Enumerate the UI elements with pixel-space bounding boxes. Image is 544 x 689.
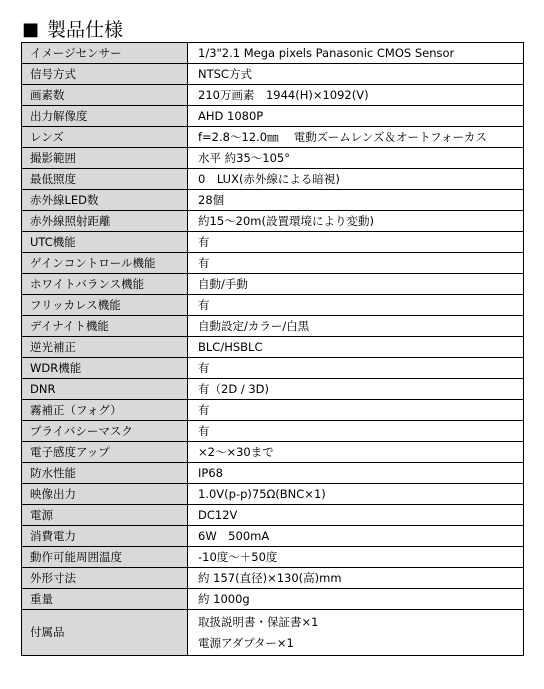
table-row xyxy=(22,358,524,379)
spec-value: 約15～20m(設置環境により変動) xyxy=(188,211,524,232)
spec-key: 動作可能周囲温度 xyxy=(22,547,188,568)
table-row xyxy=(22,253,524,274)
table-row xyxy=(22,211,524,232)
spec-value: 有 xyxy=(188,232,524,253)
spec-key: デイナイト機能 xyxy=(22,316,188,337)
accessory-line: 取扱説明書・保証書×1 xyxy=(198,614,319,629)
spec-value: BLC/HSBLC xyxy=(188,337,524,358)
spec-key: 付属品 xyxy=(22,610,188,656)
spec-key: UTC機能 xyxy=(22,232,188,253)
table-row xyxy=(22,463,524,484)
spec-key: 赤外線LED数 xyxy=(22,190,188,211)
table-row xyxy=(22,127,524,148)
spec-value: 自動設定/カラー/白黒 xyxy=(188,316,524,337)
spec-value: NTSC方式 xyxy=(188,64,524,85)
spec-table-body xyxy=(22,43,524,656)
table-row xyxy=(22,274,524,295)
table-row xyxy=(22,64,524,85)
spec-key: フリッカレス機能 xyxy=(22,295,188,316)
spec-value: 有 xyxy=(188,421,524,442)
spec-value: 有 xyxy=(188,358,524,379)
table-row xyxy=(22,85,524,106)
table-row xyxy=(22,148,524,169)
spec-value: 自動/手動 xyxy=(188,274,524,295)
spec-key: 赤外線照射距離 xyxy=(22,211,188,232)
table-row xyxy=(22,547,524,568)
table-row xyxy=(22,589,524,610)
spec-value: f=2.8～12.0㎜ 電動ズームレンズ＆オートフォーカス xyxy=(188,127,524,148)
spec-value: 有 xyxy=(188,253,524,274)
spec-value: 水平 約35～105° xyxy=(188,148,524,169)
spec-value: 有 xyxy=(188,400,524,421)
table-row xyxy=(22,232,524,253)
table-row xyxy=(22,295,524,316)
spec-key: 電子感度アップ xyxy=(22,442,188,463)
spec-key: 逆光補正 xyxy=(22,337,188,358)
spec-key: イメージセンサー xyxy=(22,43,188,64)
title-text: 製品仕様 xyxy=(47,19,124,41)
spec-value: AHD 1080P xyxy=(188,106,524,127)
spec-key: 画素数 xyxy=(22,85,188,106)
spec-key: 信号方式 xyxy=(22,64,188,85)
table-row xyxy=(22,421,524,442)
spec-key: 電源 xyxy=(22,505,188,526)
spec-value-accessories xyxy=(188,610,524,656)
spec-key: ゲインコントロール機能 xyxy=(22,253,188,274)
table-row xyxy=(22,43,524,64)
spec-key: WDR機能 xyxy=(22,358,188,379)
table-row xyxy=(22,526,524,547)
table-row xyxy=(22,379,524,400)
spec-key: 映像出力 xyxy=(22,484,188,505)
spec-key: 霧補正（フォグ） xyxy=(22,400,188,421)
table-row xyxy=(22,484,524,505)
spec-value: DC12V xyxy=(188,505,524,526)
spec-value: 約 157(直径)×130(高)mm xyxy=(188,568,524,589)
spec-key: 重量 xyxy=(22,589,188,610)
spec-value: 6W 500mA xyxy=(188,526,524,547)
spec-value: 1/3"2.1 Mega pixels Panasonic CMOS Sensor xyxy=(188,43,524,64)
table-row xyxy=(22,337,524,358)
table-row xyxy=(22,505,524,526)
table-row xyxy=(22,568,524,589)
spec-value: 約 1000g xyxy=(188,589,524,610)
page-title xyxy=(22,18,123,42)
spec-key: 外形寸法 xyxy=(22,568,188,589)
spec-key: 最低照度 xyxy=(22,169,188,190)
spec-key: プライバシーマスク xyxy=(22,421,188,442)
table-row xyxy=(22,400,524,421)
spec-value: 有 xyxy=(188,295,524,316)
table-row-accessories xyxy=(22,610,524,656)
square-icon: ■ xyxy=(22,19,40,40)
spec-key: ホワイトバランス機能 xyxy=(22,274,188,295)
spec-key: 防水性能 xyxy=(22,463,188,484)
spec-key: DNR xyxy=(22,379,188,400)
spec-value: -10度～＋50度 xyxy=(188,547,524,568)
spec-table xyxy=(21,42,524,656)
table-row xyxy=(22,316,524,337)
table-row xyxy=(22,190,524,211)
spec-key: レンズ xyxy=(22,127,188,148)
spec-value: 28個 xyxy=(188,190,524,211)
spec-key: 消費電力 xyxy=(22,526,188,547)
spec-value: ×2～×30まで xyxy=(188,442,524,463)
table-row xyxy=(22,106,524,127)
spec-value: 0 LUX(赤外線による暗視) xyxy=(188,169,524,190)
accessory-line: 電源アダプター×1 xyxy=(198,635,294,650)
spec-key: 撮影範囲 xyxy=(22,148,188,169)
table-row xyxy=(22,442,524,463)
spec-value: 210万画素 1944(H)×1092(V) xyxy=(188,85,524,106)
table-row xyxy=(22,169,524,190)
spec-value: IP68 xyxy=(188,463,524,484)
spec-key: 出力解像度 xyxy=(22,106,188,127)
spec-value: 有（2D / 3D) xyxy=(188,379,524,400)
spec-value: 1.0V(p-p)75Ω(BNC×1) xyxy=(188,484,524,505)
